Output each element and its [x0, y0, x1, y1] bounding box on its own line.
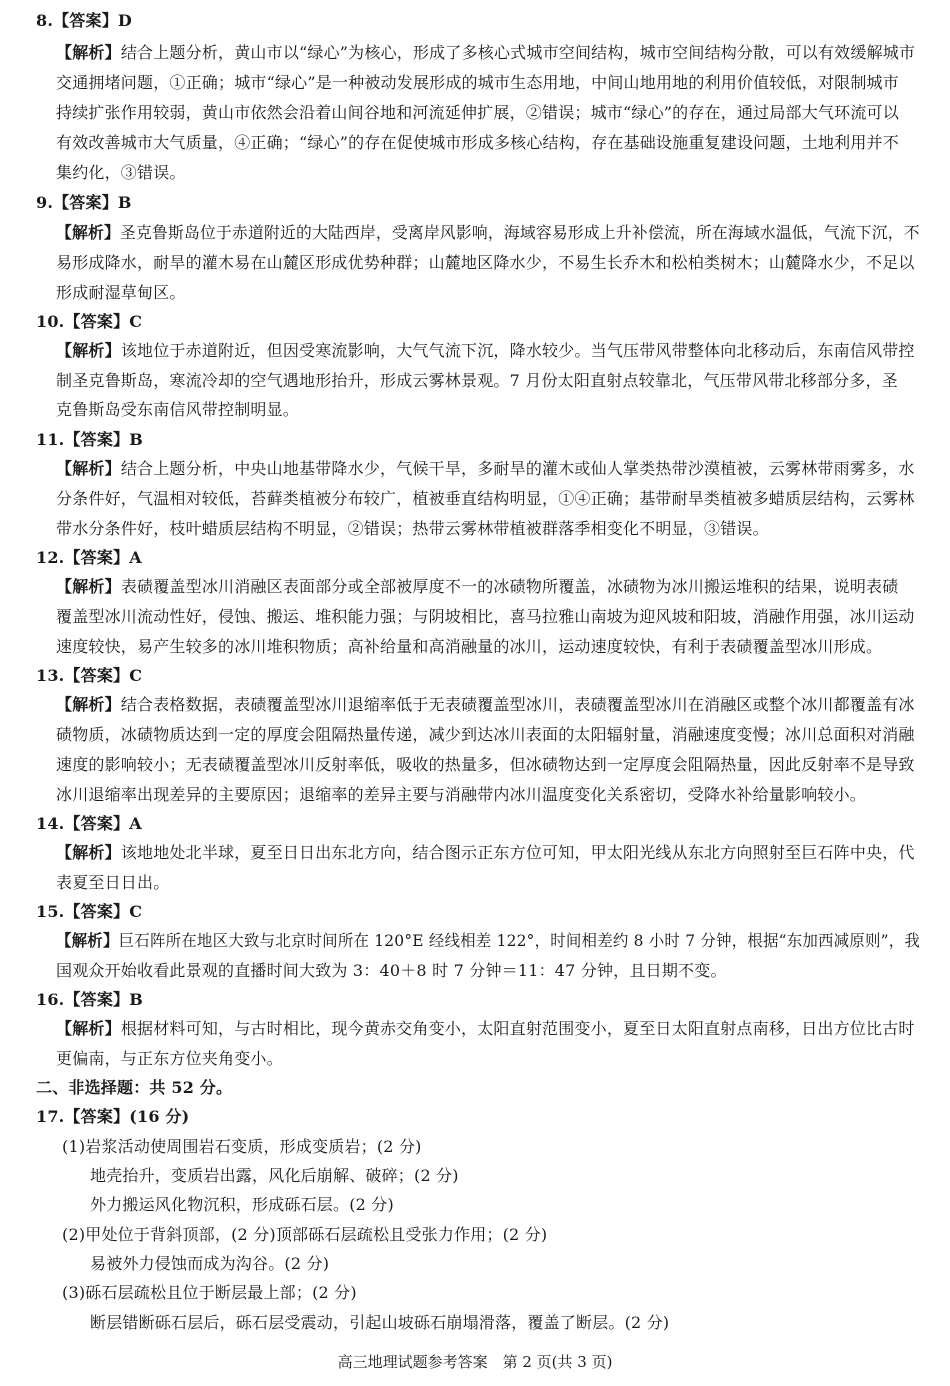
q16-explanation-line: 【解析】根据材料可知，与古时相比，现今黄赤交角变小，太阳直射范围变小，夏至日太阳直射点南移，日出方位比古时 [56, 1019, 915, 1038]
q17-line: (2)甲处位于背斜顶部，(2 分)顶部砾石层疏松且受张力作用；(2 分) [62, 1225, 548, 1244]
page-footer: 高三地理试题参考答案 第 2 页(共 3 页) [337, 1353, 613, 1371]
q10-explanation-line: 克鲁斯岛受东南信风带控制明显。 [56, 400, 300, 419]
q16-answer: 16.【答案】B [36, 990, 143, 1009]
q17-line: (3)砾石层疏松且位于断层最上部；(2 分) [62, 1283, 357, 1302]
q8-explanation-line: 有效改善城市大气质量，④正确；“绿心”的存在促使城市形成多核心结构，存在基础设施重复建设问题，土地利用并不 [56, 133, 899, 152]
q9-explanation-line: 形成耐湿草甸区。 [56, 283, 186, 302]
q15-explanation-line: 【解析】巨石阵所在地区大致与北京时间所在 120°E 经线相差 122°，时间相差约 8 小时 7 分钟，根据“东加西减原则”，我 [56, 931, 921, 950]
q12-explanation-line: 速度较快，易产生较多的冰川堆积物质；高补给量和高消融量的冰川，运动速度较快，有利于表碛覆盖型冰川形成。 [56, 637, 883, 656]
q17-line: (1)岩浆活动使周围岩石变质，形成变质岩；(2 分) [62, 1137, 422, 1156]
q13-explanation-line: 速度的影响较小；无表碛覆盖型冰川反射率低，吸收的热量多，但冰碛物达到一定厚度会阻隔热量，因此反射率不是导致 [56, 755, 915, 774]
q12-answer: 12.【答案】A [36, 548, 142, 567]
q14-explanation-line: 表夏至日日出。 [56, 873, 170, 892]
q9-explanation-line: 【解析】圣克鲁斯岛位于赤道附近的大陆西岸，受离岸风影响，海域容易形成上升补偿流，所在海域水温低，气流下沉，不 [56, 223, 920, 242]
q8-answer: 8.【答案】D [36, 11, 132, 30]
q17-line: 断层错断砾石层后，砾石层受震动，引起山坡砾石崩塌滑落，覆盖了断层。(2 分) [90, 1313, 670, 1332]
q16-explanation-line: 更偏南，与正东方位夹角变小。 [56, 1049, 283, 1068]
q8-explanation-line: 【解析】结合上题分析，黄山市以“绿心”为核心，形成了多核心式城市空间结构，城市空间结构分散，可以有效缓解城市 [56, 43, 916, 62]
q13-explanation-line: 碛物质，冰碛物质达到一定的厚度会阻隔热量传递，减少到达冰川表面的太阳辐射量，消融速度变慢；冰川总面积对消融 [56, 725, 915, 744]
explanation-marker: 【解析】 [56, 459, 121, 478]
q12-explanation-line: 【解析】表碛覆盖型冰川消融区表面部分或全部被厚度不一的冰碛物所覆盖，冰碛物为冰川搬运堆积的结果，说明表碛 [56, 577, 899, 596]
q14-answer: 14.【答案】A [36, 814, 142, 833]
q15-answer: 15.【答案】C [36, 902, 143, 921]
explanation-marker: 【解析】 [56, 843, 121, 862]
explanation-marker: 【解析】 [56, 1019, 121, 1038]
q11-answer: 11.【答案】B [36, 430, 143, 449]
q14-explanation-line: 【解析】该地地处北半球，夏至日日出东北方向，结合图示正东方位可知，甲太阳光线从东北方向照射至巨石阵中央，代 [56, 843, 915, 862]
q17-answer: 17.【答案】(16 分) [36, 1107, 190, 1126]
explanation-marker: 【解析】 [56, 577, 121, 596]
q11-explanation-line: 分条件好，气温相对较低，苔藓类植被分布较广，植被垂直结构明显，①④正确；基带耐旱类植被多蜡质层结构，云雾林 [56, 489, 915, 508]
explanation-marker: 【解析】 [56, 43, 121, 62]
q8-explanation-line: 持续扩张作用较弱，黄山市依然会沿着山间谷地和河流延伸扩展，②错误；城市“绿心”的存在，通过局部大气环流可以 [56, 103, 899, 122]
q13-explanation-line: 【解析】结合表格数据，表碛覆盖型冰川退缩率低于无表碛覆盖型冰川，表碛覆盖型冰川在消融区或整个冰川都覆盖有冰 [56, 695, 915, 714]
q8-explanation-line: 交通拥堵问题，①正确；城市“绿心”是一种被动发展形成的城市生态用地，中间山地用地的利用价值较低，对限制城市 [56, 73, 899, 92]
explanation-marker: 【解析】 [56, 341, 121, 360]
explanation-marker: 【解析】 [56, 931, 119, 950]
q9-answer: 9.【答案】B [36, 193, 132, 212]
q13-explanation-line: 冰川退缩率出现差异的主要原因；退缩率的差异主要与消融带内冰川温度变化关系密切，受降水补给量影响较小。 [56, 785, 867, 804]
q10-answer: 10.【答案】C [36, 312, 143, 331]
q10-explanation-line: 【解析】该地位于赤道附近，但因受寒流影响，大气气流下沉，降水较少。当气压带风带整体向北移动后，东南信风带控 [56, 341, 915, 360]
q13-answer: 13.【答案】C [36, 666, 143, 685]
q11-explanation-line: 【解析】结合上题分析，中央山地基带降水少，气候干旱，多耐旱的灌木或仙人掌类热带沙漠植被，云雾林带雨雾多，水 [56, 459, 915, 478]
q9-explanation-line: 易形成降水，耐旱的灌木易在山麓区形成优势种群；山麓地区降水少，不易生长乔木和松柏类树木；山麓降水少，不足以 [56, 253, 915, 272]
q15-explanation-line: 国观众开始收看此景观的直播时间大致为 3：40＋8 时 7 分钟＝11：47 分钟，且日期不变。 [56, 961, 727, 980]
explanation-marker: 【解析】 [56, 223, 120, 242]
q17-line: 易被外力侵蚀而成为沟谷。(2 分) [90, 1254, 330, 1273]
section-two-heading: 二、非选择题：共 52 分。 [36, 1078, 233, 1097]
q10-explanation-line: 制圣克鲁斯岛，寒流冷却的空气遇地形抬升，形成云雾林景观。7 月份太阳直射点较靠北，气压带风带北移部分多，圣 [56, 371, 898, 390]
q17-line: 外力搬运风化物沉积，形成砾石层。(2 分) [90, 1195, 394, 1214]
q12-explanation-line: 覆盖型冰川流动性好，侵蚀、搬运、堆积能力强；与阴坡相比，喜马拉雅山南坡为迎风坡和阳坡，消融作用强，冰川运动 [56, 607, 915, 626]
q11-explanation-line: 带水分条件好，枝叶蜡质层结构不明显，②错误；热带云雾林带植被群落季相变化不明显，③错误。 [56, 519, 769, 538]
q17-line: 地壳抬升，变质岩出露，风化后崩解、破碎；(2 分) [90, 1166, 459, 1185]
explanation-marker: 【解析】 [56, 695, 121, 714]
q8-explanation-line: 集约化，③错误。 [56, 163, 186, 182]
